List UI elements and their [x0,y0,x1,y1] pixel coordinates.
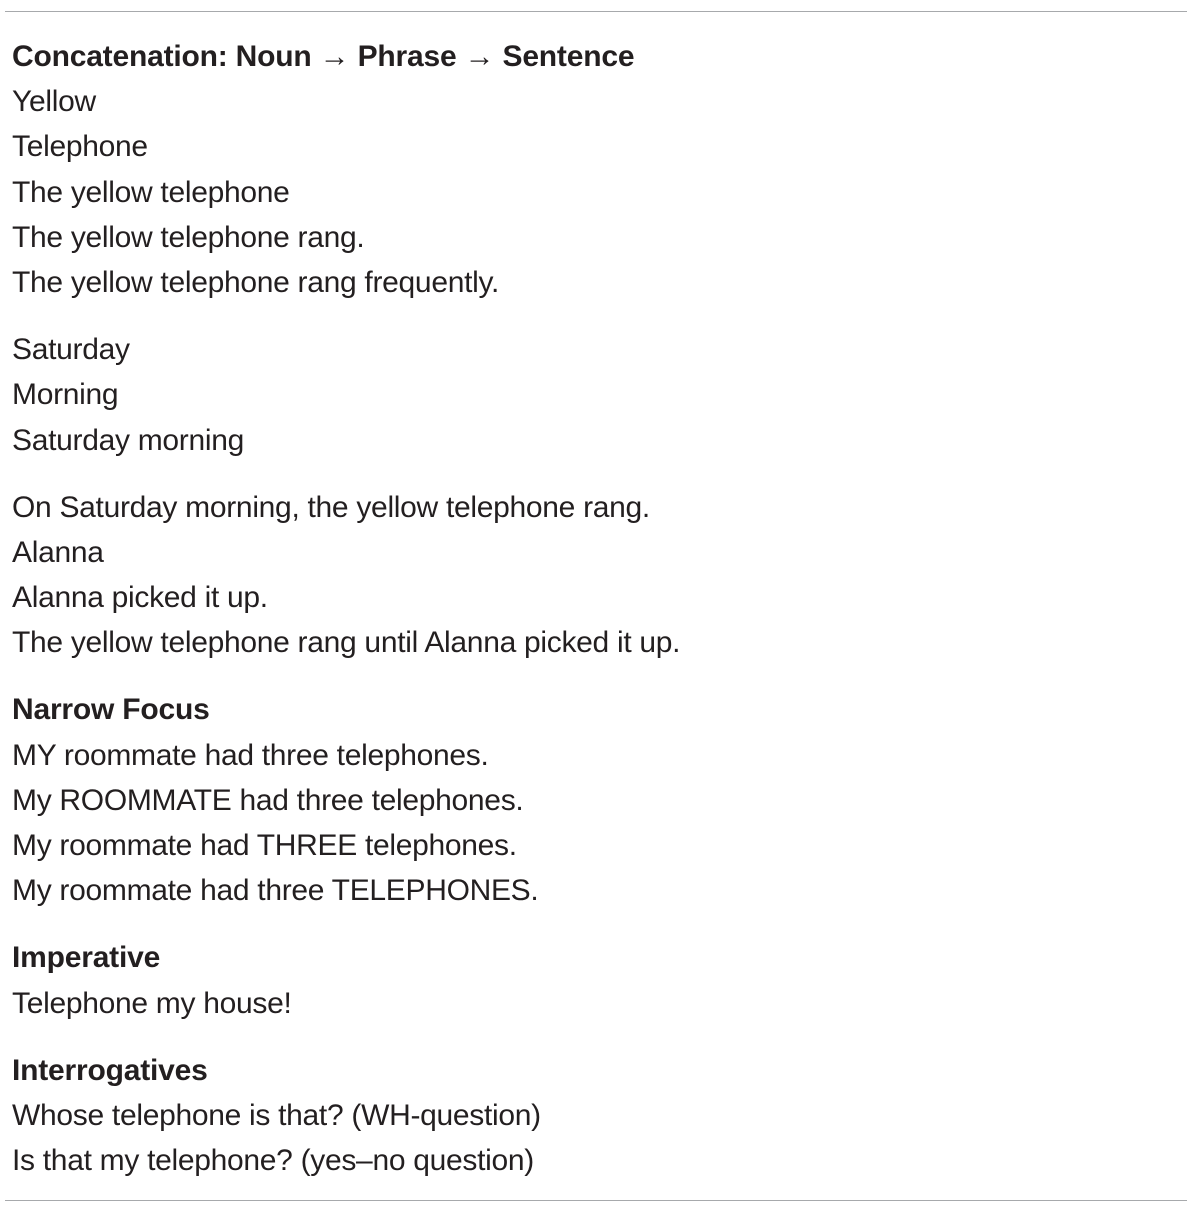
example-line: Is that my telephone? (yes–no question) [12,1144,534,1178]
concatenation-group-2 [12,327,1182,463]
example-line: The yellow telephone rang frequently. [12,265,499,299]
example-line: Saturday [12,333,130,367]
example-line: Alanna [12,535,104,569]
interrogatives-group [12,1048,1182,1184]
concatenation-group-3 [12,485,1182,666]
example-line: Telephone [12,130,148,164]
section-heading-imperative: Imperative [12,941,161,975]
example-line: On Saturday morning, the yellow telephone rang. [12,490,650,524]
imperative-group [12,935,1182,1025]
example-line: Saturday morning [12,423,244,457]
section-heading-interrogatives: Interrogatives [12,1053,208,1087]
example-line: The yellow telephone [12,175,290,209]
example-line: Morning [12,378,119,412]
narrow-focus-group [12,687,1182,913]
section-heading-narrow-focus: Narrow Focus [12,693,210,727]
example-line: My ROOMMATE had three telephones. [12,783,524,817]
example-line: Yellow [12,85,96,119]
example-line: Alanna picked it up. [12,581,268,615]
top-rule [5,11,1187,12]
example-line: Telephone my house! [12,986,292,1020]
examples-table [12,34,1182,1183]
example-line: The yellow telephone rang until Alanna picked it up. [12,626,681,660]
example-line: Whose telephone is that? (WH-question) [12,1098,541,1132]
bottom-rule [5,1200,1187,1201]
concatenation-group-1 [12,34,1182,305]
example-line: The yellow telephone rang. [12,220,365,254]
example-line: My roommate had three TELEPHONES. [12,874,539,908]
example-line: My roommate had THREE telephones. [12,829,517,862]
section-heading-concatenation: Concatenation: Noun → Phrase → Sentence [12,40,635,73]
example-line: MY roommate had three telephones. [12,738,489,772]
